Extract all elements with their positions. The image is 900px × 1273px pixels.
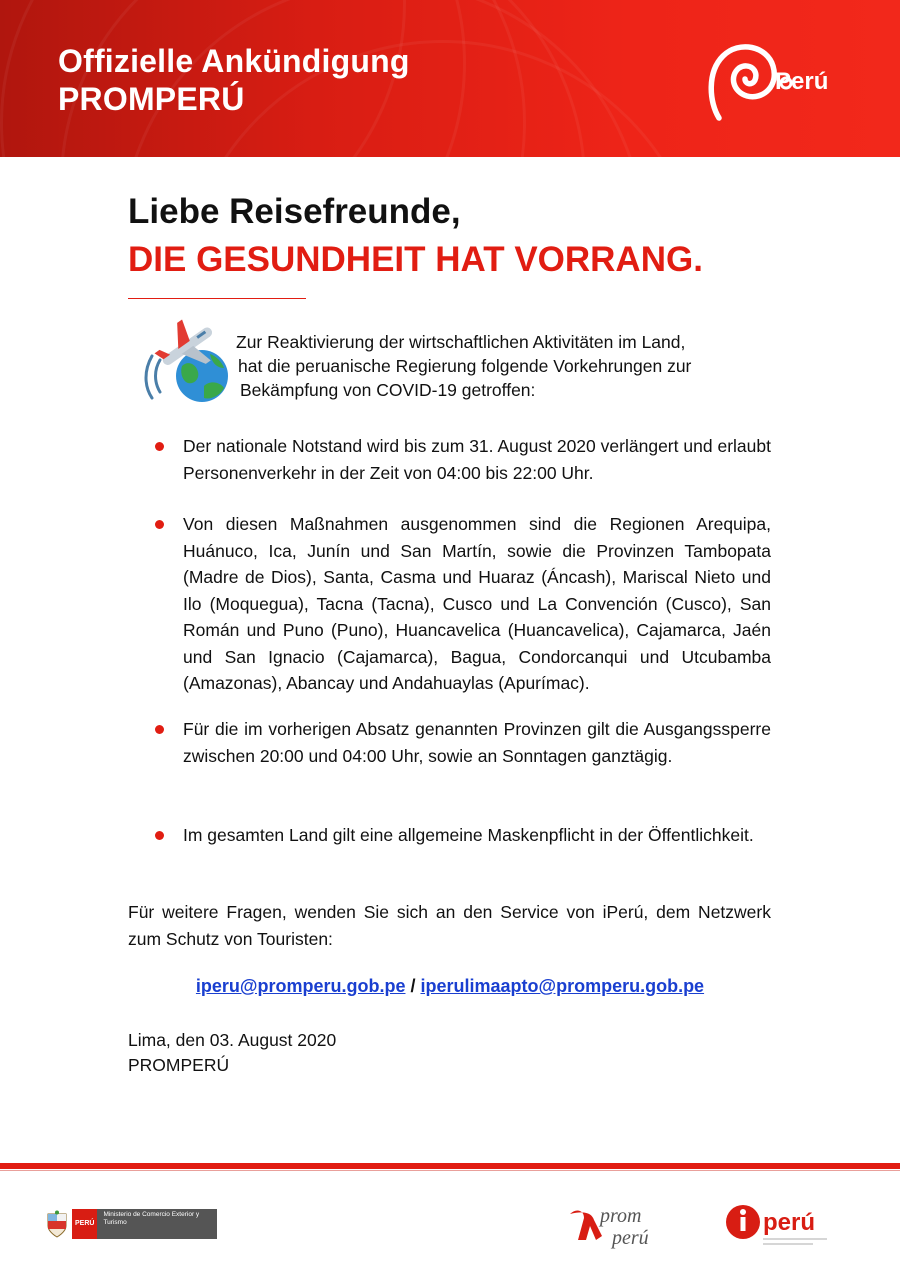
email-separator: /: [410, 976, 416, 996]
bullet-dot-icon: [155, 442, 164, 451]
svg-text:prom: prom: [600, 1205, 642, 1227]
intro-paragraph: [232, 330, 772, 402]
email-link-iperulimaapto[interactable]: iperulimaapto@promperu.gob.pe: [420, 976, 705, 996]
intro-line: Zur Reaktivierung der wirtschaftlichen Aktivitäten im Land,: [236, 332, 686, 352]
intro-line: hat die peruanische Regierung folgende Vorkehrungen zur: [238, 356, 692, 376]
bullet-dot-icon: [155, 831, 164, 840]
health-priority-heading: DIE GESUNDHEIT HAT VORRANG.: [128, 240, 703, 279]
list-item-text: Im gesamten Land gilt eine allgemeine Maskenpflicht in der Öffentlichkeit.: [183, 825, 754, 845]
peru-coat-of-arms-icon: [46, 1210, 68, 1238]
footer-divider-thin: [0, 1170, 900, 1171]
svg-text:perú: perú: [763, 1209, 816, 1236]
footer-divider: [0, 1163, 900, 1169]
greeting-heading: [128, 188, 703, 284]
place-date: Lima, den 03. August 2020: [128, 1030, 337, 1050]
closing-paragraph: Für weitere Fragen, wenden Sie sich an den Service von iPerú, dem Netzwerk zum Schutz von Touristen:: [128, 902, 771, 949]
peru-brand-logo-icon: [705, 42, 840, 122]
bullet-dot-icon: [155, 725, 164, 734]
contact-emails: [0, 976, 900, 997]
svg-text:perú: perú: [612, 1227, 649, 1249]
list-item-text: Von diesen Maßnahmen ausgenommen sind die Regionen Arequipa, Huánuco, Ica, Junín und San Martín, sowie die Provinzen Tambopata (Madre de Dios), Santa, Casma und Huaraz (Áncash), Mariscal Nieto und Ilo (Moquegua), Tacna (Tacna), Cusco und La Convención (Cusco), San Román und Puno (Puno), Huancavelica (Huancavelica), Cajamarca, Jaén und San Ignacio (Cajamarca), Bagua, Condorcanqui und Utcubamba (Amazonas), Abancay und Andahuaylas (Apurímac).: [183, 514, 771, 693]
announcement-title-line2: PROMPERÚ: [58, 81, 245, 117]
iperu-logo-icon: [725, 1198, 835, 1250]
announcement-title: [58, 42, 410, 118]
bullet-dot-icon: [155, 520, 164, 529]
intro-line: Bekämpfung von COVID-19 getroffen:: [240, 380, 536, 400]
svg-text:Perú: Perú: [775, 68, 829, 95]
greeting-line: Liebe Reisefreunde,: [128, 192, 461, 231]
heading-divider: [128, 298, 306, 299]
header-banner: [0, 0, 900, 157]
signature-org: PROMPERÚ: [128, 1055, 230, 1075]
signature-block: [128, 1028, 336, 1078]
ministry-name: Ministerio de Comercio Exterior y Turismo: [97, 1209, 217, 1239]
list-item-text: Für die im vorherigen Absatz genannten Provinzen gilt die Ausgangssperre zwischen 20:00 und 04:00 Uhr, sowie an Sonntagen ganztägig.: [183, 719, 771, 766]
announcement-title-line1: Offizielle Ankündigung: [58, 43, 410, 79]
promperu-logo-icon: [566, 1196, 678, 1252]
ministry-peru-tag: PERÚ: [72, 1209, 97, 1239]
ministry-logo: [46, 1207, 217, 1241]
list-item-text: Der nationale Notstand wird bis zum 31. August 2020 verlängert und erlaubt Personenverkehr in der Zeit von 04:00 bis 22:00 Uhr.: [183, 436, 771, 483]
airplane-globe-icon: [140, 316, 230, 406]
email-link-iperu[interactable]: iperu@promperu.gob.pe: [195, 976, 406, 996]
